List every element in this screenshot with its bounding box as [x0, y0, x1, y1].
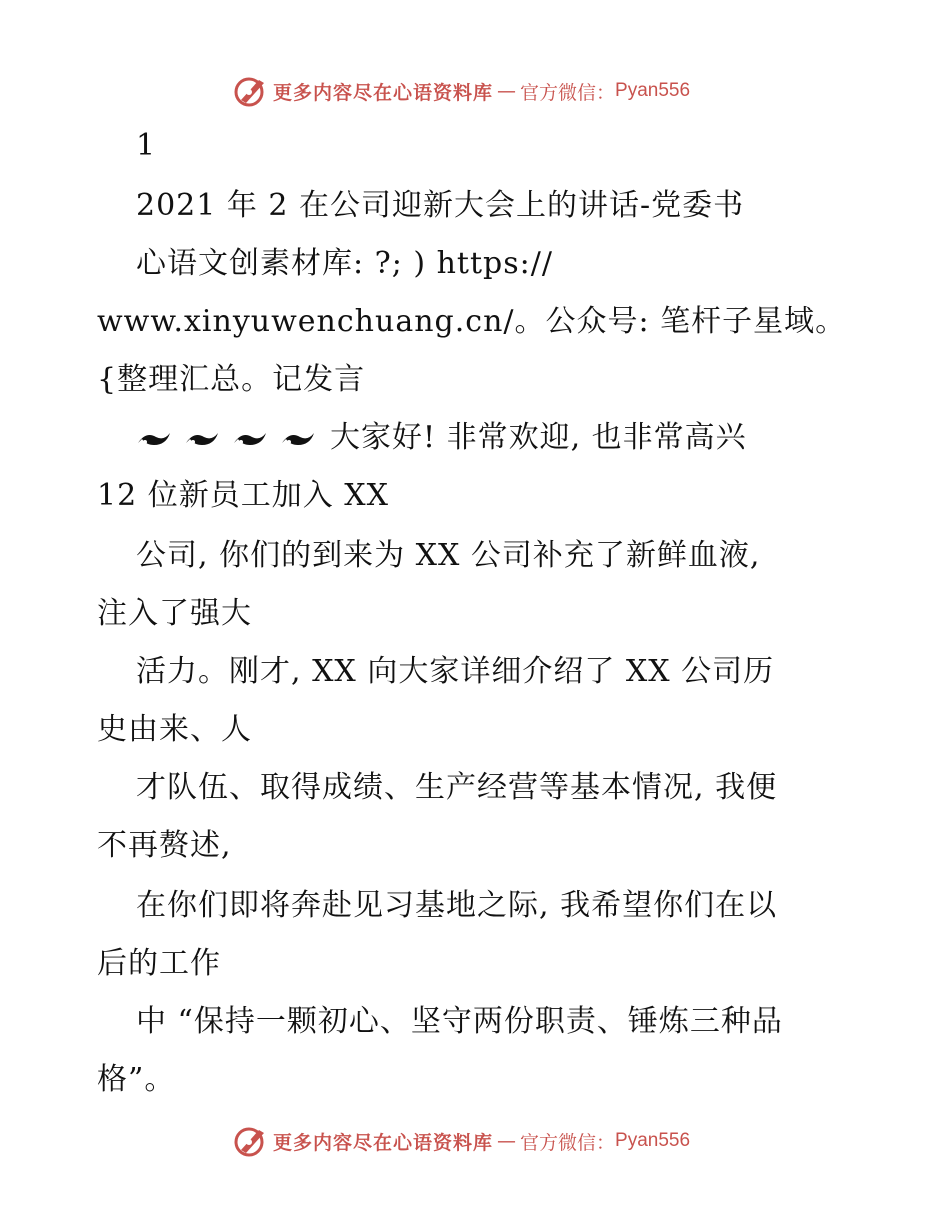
text-line: 史由来、人 [97, 712, 252, 747]
text-line: 不再赘述, [97, 828, 232, 863]
text-line: 后的工作 [97, 946, 221, 981]
ornament-group [136, 429, 316, 449]
text-line: www.xinyuwenchuang.cn/。公众号: 笔杆子星域。 [97, 304, 847, 339]
banner-contact-id: Pyan556 [615, 1130, 691, 1151]
banner-contact-id: Pyan556 [615, 80, 691, 101]
text-line: 心语文创素材库: ?; ) https:// [136, 246, 553, 281]
text-line: {整理汇总。记发言 [97, 362, 366, 397]
text-line: 格”。 [97, 1062, 176, 1097]
header-banner [0, 70, 950, 110]
page-number: 1 [136, 128, 157, 163]
pen-circle-logo [233, 74, 269, 108]
text-line-with-ornaments [136, 418, 747, 458]
document-title: 2021 年 2 在公司迎新大会上的讲话-党委书 [136, 188, 745, 223]
leaf-ornament-icon [136, 429, 172, 449]
leaf-ornament-icon [280, 429, 316, 449]
text-line: 才队伍、取得成绩、生产经营等基本情况, 我便 [136, 770, 778, 805]
banner-contact-label: 官方微信： [520, 81, 616, 104]
text-line: 注入了强大 [97, 596, 252, 631]
leaf-ornament-icon [184, 429, 220, 449]
banner-text: 更多内容尽在心语资料库 [273, 1131, 494, 1154]
pen-circle-logo [233, 1124, 269, 1158]
banner-text: 更多内容尽在心语资料库 [273, 81, 494, 104]
text-line: 在你们即将奔赴见习基地之际, 我希望你们在以 [136, 888, 778, 923]
banner-dash: — [497, 1130, 517, 1152]
banner-contact-label: 官方微信： [520, 1131, 616, 1154]
text-line: 12 位新员工加入 XX [97, 478, 389, 513]
banner-dash: — [497, 80, 517, 102]
text-line: 公司, 你们的到来为 XX 公司补充了新鲜血液, [136, 538, 761, 573]
text-line: 中 “保持一颗初心、坚守两份职责、锤炼三种品 [136, 1004, 783, 1039]
footer-banner [0, 1120, 950, 1160]
text-line: 大家好! 非常欢迎, 也非常高兴 [330, 420, 747, 455]
leaf-ornament-icon [232, 429, 268, 449]
text-line: 活力。刚才, XX 向大家详细介绍了 XX 公司历 [136, 654, 775, 689]
